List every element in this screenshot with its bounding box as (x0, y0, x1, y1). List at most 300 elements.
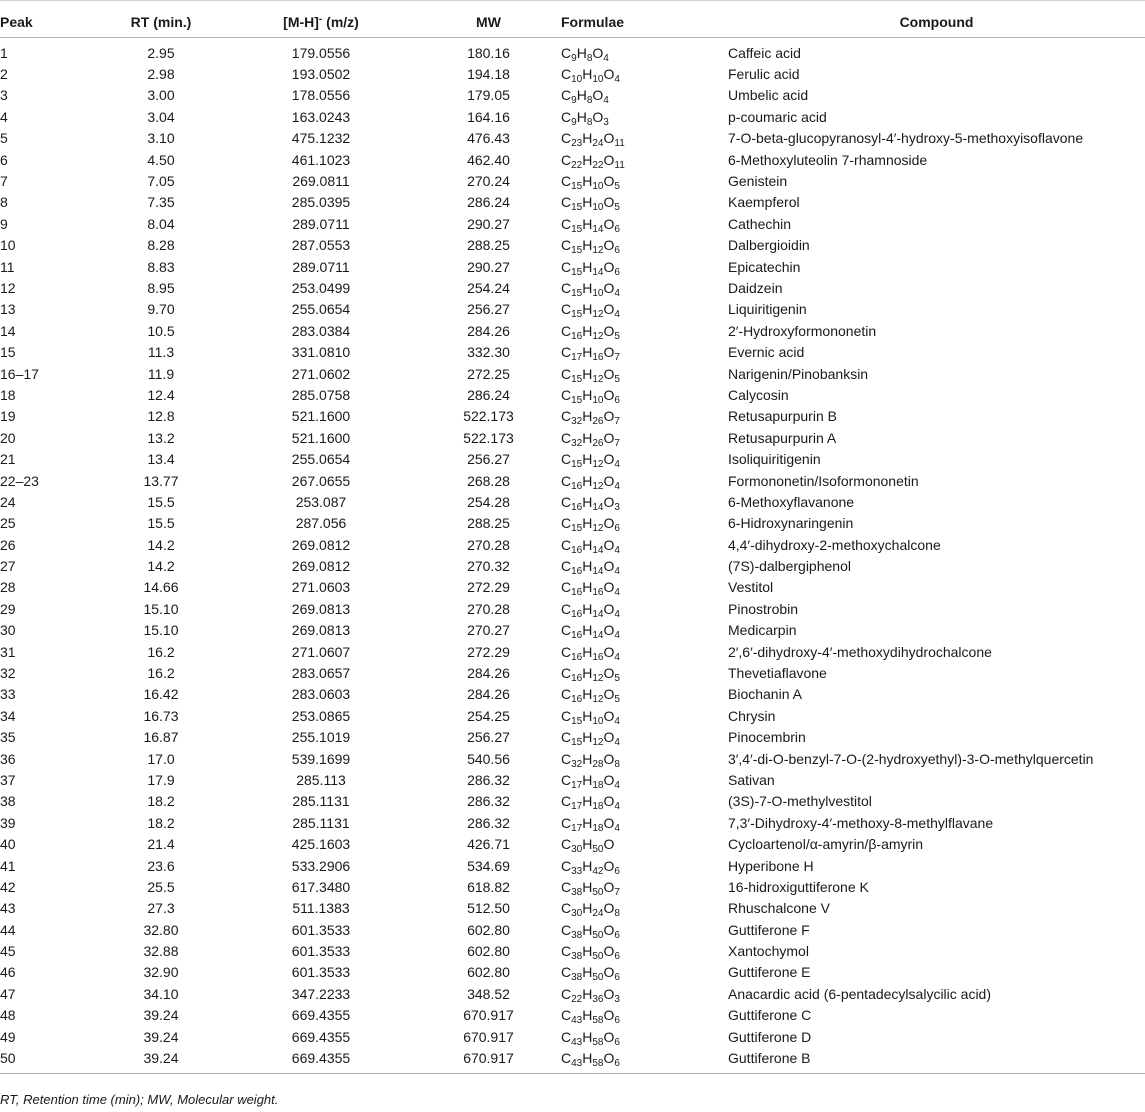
peak-cell: 16–17 (0, 365, 39, 382)
formula-cell: $C_{16}H_{14}O_4$ (561, 600, 620, 620)
rt-cell: 39.24 (143, 1028, 179, 1045)
mz-cell: 601.3533 (291, 921, 351, 938)
rt-cell: 10.5 (147, 322, 175, 339)
mw-cell: 522.173 (463, 408, 514, 425)
compound-cell: Retusapurpurin A (728, 429, 837, 446)
compound-cell: Guttiferone D (728, 1028, 812, 1045)
compound-cell: 16-hidroxiguttiferone K (728, 878, 869, 895)
peak-cell: 9 (0, 215, 8, 232)
formula-cell: $C_{38}H_{50}O_7$ (561, 878, 620, 898)
rt-cell: 8.83 (147, 258, 175, 275)
formula-cell: $C_{15}H_{12}O_5$ (561, 365, 620, 385)
table-row (0, 983, 1145, 1004)
mw-cell: 268.28 (467, 472, 510, 489)
mz-cell: 269.0813 (291, 622, 351, 639)
formula-cell: $C_{16}H_{14}O_4$ (561, 622, 620, 642)
mw-cell: 284.26 (467, 686, 510, 703)
formula-cell: $C_{17}H_{18}O_4$ (561, 771, 620, 791)
mw-cell: 512.50 (467, 900, 510, 917)
table-row (0, 192, 1145, 213)
peak-cell: 19 (0, 408, 16, 425)
peak-cell: 20 (0, 429, 16, 446)
table-row (0, 384, 1145, 405)
mw-cell: 602.80 (467, 943, 510, 960)
mw-cell: 270.28 (467, 536, 510, 553)
mw-cell: 670.917 (463, 1028, 514, 1045)
formula-cell: $C_{38}H_{50}O_6$ (561, 943, 620, 963)
table-row (0, 620, 1145, 641)
compound-cell: p-coumaric acid (728, 108, 827, 125)
rt-cell: 17.9 (147, 771, 175, 788)
formula-cell: $C_{17}H_{18}O_4$ (561, 814, 620, 834)
mw-cell: 462.40 (467, 151, 510, 168)
compound-cell: Thevetiaflavone (728, 665, 827, 682)
rt-cell: 2.98 (147, 66, 175, 83)
compound-cell: 6-Methoxyluteolin 7-rhamnoside (728, 151, 928, 168)
mw-cell: 286.32 (467, 793, 510, 810)
mz-cell: 285.1131 (292, 793, 350, 810)
formula-cell: $C_{43}H_{58}O_6$ (561, 1028, 620, 1048)
table-row (0, 898, 1145, 919)
mw-cell: 286.24 (467, 386, 510, 403)
table-row (0, 1026, 1145, 1047)
mz-cell: 269.0812 (291, 536, 351, 553)
rt-cell: 3.04 (147, 108, 175, 125)
mz-cell: 669.4355 (291, 1050, 351, 1067)
formula-cell: $C_{15}H_{12}O_6$ (561, 237, 620, 257)
rt-cell: 8.28 (147, 237, 175, 254)
peak-cell: 35 (0, 729, 16, 746)
formula-cell: $C_{30}H_{24}O_8$ (561, 900, 620, 920)
peak-cell: 12 (0, 279, 16, 296)
mz-cell: 163.0243 (291, 108, 351, 125)
mz-cell: 511.1383 (292, 900, 350, 917)
compound-cell: Cycloartenol/α-amyrin/β-amyrin (728, 836, 924, 853)
mz-cell: 269.0811 (292, 173, 350, 190)
table-row (0, 85, 1145, 106)
table-row (0, 1005, 1145, 1026)
mz-cell: 269.0813 (291, 600, 351, 617)
compound-cell: 2′,6′-dihydroxy-4′-methoxydihydrochalcone (728, 643, 992, 660)
mw-cell: 602.80 (467, 964, 510, 981)
mw-cell: 288.25 (467, 237, 510, 254)
formula-cell: $C_{16}H_{14}O_3$ (561, 493, 620, 513)
table-row (0, 513, 1145, 534)
compound-cell: Sativan (728, 771, 775, 788)
mz-cell: 539.1699 (291, 750, 351, 767)
mz-cell: 253.087 (295, 493, 347, 510)
compound-cell: Rhuschalcone V (728, 900, 830, 917)
table-row (0, 876, 1145, 897)
table-row (0, 855, 1145, 876)
peak-cell: 26 (0, 536, 16, 553)
rt-cell: 3.00 (147, 87, 175, 104)
rt-cell: 12.8 (147, 408, 175, 425)
compound-cell: Anacardic acid (6-pentadecylsalycilic acid) (728, 985, 992, 1002)
table-row (0, 705, 1145, 726)
peak-cell: 48 (0, 1007, 16, 1024)
mw-cell: 284.26 (467, 665, 510, 682)
header-formulae: Formulae (561, 13, 625, 30)
header-rt: RT (min.) (130, 13, 192, 30)
peak-cell: 6 (0, 151, 8, 168)
rt-cell: 13.4 (147, 451, 175, 468)
compound-cell: Formononetin/Isoformononetin (728, 472, 919, 489)
peak-cell: 7 (0, 173, 8, 190)
rt-cell: 25.5 (147, 878, 175, 895)
peak-cell: 25 (0, 515, 16, 532)
peak-cell: 32 (0, 665, 16, 682)
peak-cell: 45 (0, 943, 16, 960)
rt-cell: 13.77 (143, 472, 179, 489)
table-row (0, 170, 1145, 191)
formula-cell: $C_{16}H_{12}O_5$ (561, 322, 620, 342)
compound-cell: Ferulic acid (728, 66, 800, 83)
peak-cell: 1 (0, 44, 8, 61)
mz-cell: 521.1600 (291, 429, 351, 446)
rt-cell: 17.0 (147, 750, 175, 767)
peak-cell: 50 (0, 1050, 16, 1067)
rt-cell: 11.3 (147, 344, 175, 361)
table-row (0, 833, 1145, 854)
compound-cell: Daidzein (728, 279, 783, 296)
peak-cell: 5 (0, 130, 8, 147)
compound-cell: Pinocembrin (728, 729, 806, 746)
rt-cell: 32.90 (143, 964, 179, 981)
formula-cell: $C_{16}H_{12}O_4$ (561, 472, 620, 492)
mz-cell: 283.0657 (291, 665, 351, 682)
mz-cell: 285.0395 (291, 194, 351, 211)
table-row (0, 299, 1145, 320)
mz-cell: 425.1603 (291, 836, 351, 853)
formula-cell: $C_{15}H_{12}O_4$ (561, 729, 620, 749)
rt-cell: 15.10 (143, 600, 179, 617)
rt-cell: 16.42 (143, 686, 179, 703)
compound-cell: (3S)-7-O-methylvestitol (728, 793, 872, 810)
compound-cell: Medicarpin (728, 622, 797, 639)
rt-cell: 8.95 (147, 279, 175, 296)
table-row (0, 1047, 1145, 1073)
formula-cell: $C_{16}H_{14}O_4$ (561, 536, 620, 556)
peak-cell: 30 (0, 622, 16, 639)
compound-cell: Guttiferone C (728, 1007, 812, 1024)
mz-cell: 253.0499 (291, 279, 351, 296)
table-row (0, 919, 1145, 940)
mw-cell: 179.05 (467, 87, 510, 104)
mz-cell: 287.0553 (291, 237, 351, 254)
compound-cell: Chrysin (728, 707, 776, 724)
rt-cell: 12.4 (147, 386, 175, 403)
rt-cell: 14.2 (147, 536, 175, 553)
table-row (0, 748, 1145, 769)
table-row (0, 128, 1145, 149)
table-row (0, 235, 1145, 256)
mw-cell: 476.43 (467, 130, 510, 147)
peak-cell: 22–23 (0, 472, 39, 489)
mz-cell: 533.2906 (291, 857, 351, 874)
peak-cell: 44 (0, 921, 16, 938)
mw-cell: 180.16 (467, 44, 510, 61)
mw-cell: 270.27 (467, 622, 510, 639)
peak-cell: 42 (0, 878, 16, 895)
table-row (0, 662, 1145, 683)
formula-cell: $C_{16}H_{12}O_5$ (561, 665, 620, 685)
formula-cell: $C_{38}H_{50}O_6$ (561, 964, 620, 984)
compound-cell: Xantochymol (728, 943, 809, 960)
peak-cell: 18 (0, 386, 16, 403)
mz-cell: 255.1019 (291, 729, 351, 746)
compound-cell: 3′,4′-di-O-benzyl-7-O-(2-hydroxyethyl)-3-O-methylquercetin (728, 750, 1094, 767)
mz-cell: 283.0603 (291, 686, 351, 703)
table-header-row (0, 6, 1145, 38)
compound-cell: Narigenin/Pinobanksin (728, 365, 869, 382)
compound-cell: Pinostrobin (728, 600, 799, 617)
peak-cell: 27 (0, 558, 16, 575)
table-row (0, 940, 1145, 961)
mz-cell: 289.0711 (292, 215, 350, 232)
rt-cell: 27.3 (147, 900, 175, 917)
formula-cell: $C_{15}H_{10}O_5$ (561, 173, 620, 193)
mz-cell: 669.4355 (291, 1007, 351, 1024)
table-row (0, 470, 1145, 491)
table-row (0, 598, 1145, 619)
mw-cell: 290.27 (467, 258, 510, 275)
table-row (0, 577, 1145, 598)
formula-cell: $C_{16}H_{16}O_4$ (561, 643, 620, 663)
peak-cell: 11 (0, 258, 15, 275)
mw-cell: 256.27 (467, 451, 510, 468)
mw-cell: 426.71 (467, 836, 510, 853)
formula-cell: $C_{43}H_{58}O_6$ (561, 1050, 620, 1070)
compound-cell: Evernic acid (728, 344, 805, 361)
mw-cell: 332.30 (467, 344, 510, 361)
peak-cell: 38 (0, 793, 16, 810)
peak-cell: 2 (0, 66, 8, 83)
compound-cell: Caffeic acid (728, 44, 801, 61)
header-mw: MW (476, 13, 501, 30)
mw-cell: 602.80 (467, 921, 510, 938)
header-compound: Compound (899, 13, 974, 30)
rt-cell: 7.05 (147, 173, 175, 190)
formula-cell: $C_{15}H_{10}O_4$ (561, 279, 620, 299)
compound-cell: Kaempferol (728, 194, 800, 211)
mz-cell: 253.0865 (291, 707, 351, 724)
mz-cell: 193.0502 (291, 66, 351, 83)
mw-cell: 290.27 (467, 215, 510, 232)
mz-cell: 617.3480 (291, 878, 351, 895)
mw-cell: 254.25 (467, 707, 510, 724)
mw-cell: 286.32 (467, 814, 510, 831)
mw-cell: 256.27 (467, 729, 510, 746)
formula-cell: $C_{32}H_{26}O_7$ (561, 408, 620, 428)
mz-cell: 271.0607 (291, 643, 351, 660)
formula-cell: $C_{15}H_{10}O_4$ (561, 707, 620, 727)
rt-cell: 14.2 (147, 558, 175, 575)
mw-cell: 670.917 (463, 1007, 514, 1024)
mw-cell: 348.52 (467, 985, 510, 1002)
mw-cell: 286.24 (467, 194, 510, 211)
mw-cell: 270.24 (467, 173, 510, 190)
table-row (0, 213, 1145, 234)
formula-cell: $C_{22}H_{22}O_{11}$ (561, 151, 625, 171)
peak-cell: 13 (0, 301, 16, 318)
rt-cell: 16.2 (147, 643, 175, 660)
peak-cell: 43 (0, 900, 16, 917)
table-row (0, 320, 1145, 341)
mz-cell: 285.0758 (291, 386, 351, 403)
formula-cell: $C_{30}H_{50}O$ (561, 836, 615, 856)
table-row (0, 63, 1145, 84)
mz-cell: 267.0655 (291, 472, 351, 489)
rt-cell: 8.04 (147, 215, 175, 232)
table-row (0, 791, 1145, 812)
compound-cell: Vestitol (728, 579, 774, 596)
compound-cell: (7S)-dalbergiphenol (728, 558, 851, 575)
rt-cell: 16.2 (147, 665, 175, 682)
peak-cell: 33 (0, 686, 16, 703)
table-body (0, 38, 1145, 1074)
compound-cell: Isoliquiritigenin (728, 451, 821, 468)
formula-cell: $C_{43}H_{58}O_6$ (561, 1007, 620, 1027)
mw-cell: 618.82 (467, 878, 510, 895)
formula-cell: $C_{15}H_{14}O_6$ (561, 215, 620, 235)
mz-cell: 601.3533 (291, 943, 351, 960)
formula-cell: $C_{17}H_{16}O_7$ (561, 344, 620, 364)
mz-cell: 283.0384 (291, 322, 351, 339)
mw-cell: 272.25 (467, 365, 510, 382)
rt-cell: 15.5 (147, 515, 175, 532)
table-row (0, 684, 1145, 705)
peak-cell: 15 (0, 344, 16, 361)
table-row (0, 277, 1145, 298)
rt-cell: 14.66 (143, 579, 179, 596)
peak-cell: 37 (0, 771, 16, 788)
formula-cell: $C_{38}H_{50}O_6$ (561, 921, 620, 941)
table-row (0, 106, 1145, 127)
mz-cell: 271.0602 (291, 365, 351, 382)
table-row (0, 149, 1145, 170)
formula-cell: $C_{15}H_{12}O_4$ (561, 451, 620, 471)
peak-cell: 3 (0, 87, 8, 104)
rt-cell: 39.24 (143, 1007, 179, 1024)
mz-cell: 347.2233 (291, 985, 351, 1002)
mw-cell: 670.917 (463, 1050, 514, 1067)
top-rule (0, 0, 1145, 1)
formula-cell: $C_{16}H_{16}O_4$ (561, 579, 620, 599)
compound-cell: Dalbergioidin (728, 237, 810, 254)
mz-cell: 669.4355 (291, 1028, 351, 1045)
header-peak: Peak (0, 13, 33, 30)
formula-cell: $C_{15}H_{14}O_6$ (561, 258, 620, 278)
rt-cell: 23.6 (147, 857, 175, 874)
rt-cell: 4.50 (147, 151, 175, 168)
peak-cell: 36 (0, 750, 16, 767)
compound-cell: Calycosin (728, 386, 789, 403)
mz-cell: 269.0812 (291, 558, 351, 575)
mz-cell: 289.0711 (292, 258, 350, 275)
mz-cell: 331.0810 (291, 344, 351, 361)
header-mz: [M-H]- (m/z) (283, 13, 359, 30)
mw-cell: 194.18 (467, 66, 510, 83)
mw-cell: 254.24 (467, 279, 510, 296)
formula-cell: $C_{15}H_{12}O_4$ (561, 301, 620, 321)
rt-cell: 15.5 (147, 493, 175, 510)
table-row (0, 727, 1145, 748)
rt-cell: 16.87 (143, 729, 179, 746)
peak-cell: 34 (0, 707, 16, 724)
table-row (0, 641, 1145, 662)
mw-cell: 272.29 (467, 579, 510, 596)
peak-cell: 8 (0, 194, 8, 211)
rt-cell: 39.24 (143, 1050, 179, 1067)
formula-cell: $C_{23}H_{24}O_{11}$ (561, 130, 625, 150)
mw-cell: 270.32 (467, 558, 510, 575)
compound-cell: 4,4′-dihydroxy-2-methoxychalcone (728, 536, 941, 553)
formula-cell: $C_9H_8O_4$ (561, 44, 609, 64)
compound-cell: Guttiferone F (728, 921, 810, 938)
mw-cell: 540.56 (467, 750, 510, 767)
mw-cell: 272.29 (467, 643, 510, 660)
table-footnote: RT, Retention time (min); MW, Molecular weight. (0, 1092, 279, 1107)
peak-cell: 40 (0, 836, 16, 853)
compound-cell: Hyperibone H (728, 857, 814, 874)
mw-cell: 286.32 (467, 771, 510, 788)
compound-cell: Epicatechin (728, 258, 801, 275)
formula-cell: $C_{32}H_{26}O_7$ (561, 429, 620, 449)
table-row (0, 491, 1145, 512)
peak-cell: 10 (0, 237, 16, 254)
table-row (0, 812, 1145, 833)
formula-cell: $C_{16}H_{14}O_4$ (561, 558, 620, 578)
mw-cell: 522.173 (463, 429, 514, 446)
formula-cell: $C_{33}H_{42}O_6$ (561, 857, 620, 877)
table-row (0, 341, 1145, 362)
compound-cell: Guttiferone B (728, 1050, 811, 1067)
formula-cell: $C_9H_8O_4$ (561, 87, 609, 107)
peak-cell: 29 (0, 600, 16, 617)
rt-cell: 32.88 (143, 943, 179, 960)
formula-cell: $C_{16}H_{12}O_5$ (561, 686, 620, 706)
formula-cell: $C_9H_8O_3$ (561, 108, 609, 128)
rt-cell: 2.95 (147, 44, 175, 61)
rt-cell: 9.70 (147, 301, 175, 318)
mz-cell: 285.113 (296, 771, 346, 788)
mz-cell: 255.0654 (291, 451, 351, 468)
compound-cell: Cathechin (728, 215, 792, 232)
mz-cell: 521.1600 (291, 408, 351, 425)
mz-cell: 285.1131 (292, 814, 350, 831)
rt-cell: 16.73 (143, 707, 179, 724)
compound-cell: Genistein (728, 173, 788, 190)
mw-cell: 254.28 (467, 493, 510, 510)
rt-cell: 18.2 (147, 793, 175, 810)
table-row (0, 448, 1145, 469)
compound-cell: Umbelic acid (728, 87, 809, 104)
formula-cell: $C_{17}H_{18}O_4$ (561, 793, 620, 813)
rt-cell: 32.80 (143, 921, 179, 938)
peak-cell: 4 (0, 108, 8, 125)
mz-cell: 179.0556 (291, 44, 351, 61)
formula-cell: $C_{10}H_{10}O_4$ (561, 66, 620, 86)
table-row (0, 427, 1145, 448)
mz-cell: 271.0603 (291, 579, 351, 596)
peak-cell: 46 (0, 964, 16, 981)
formula-cell: $C_{32}H_{28}O_8$ (561, 750, 620, 770)
mz-cell: 178.0556 (291, 87, 351, 104)
table-row (0, 38, 1145, 64)
peak-cell: 47 (0, 985, 16, 1002)
peak-cell: 24 (0, 493, 16, 510)
